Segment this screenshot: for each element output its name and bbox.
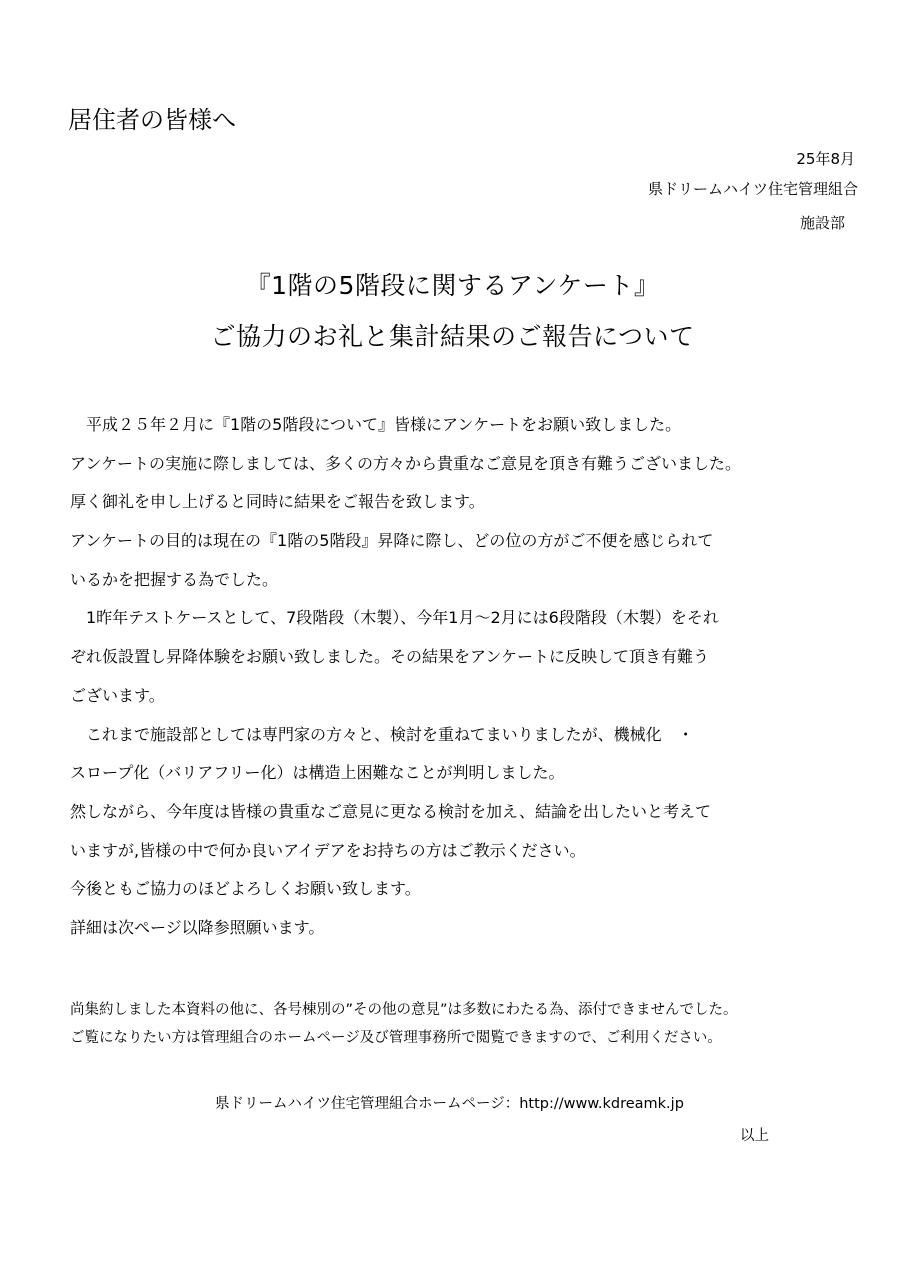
body-line: いますが,皆様の中で何か良いアイデアをお持ちの方はご教示ください。 — [70, 840, 586, 860]
document-title-line1: 『1階の5階段に関するアンケート』 — [245, 271, 660, 300]
homepage-reference: 県ドリームハイツ住宅管理組合ホームページ：http://www.kdreamk.jp — [215, 1096, 684, 1112]
body-line: ぞれ仮設置し昇降体験をお願い致しました。その結果をアンケートに反映して頂き有難う — [70, 647, 710, 667]
body-line: 平成２５年２月に『1階の5階段について』皆様にアンケートをお願い致しました。 — [70, 415, 682, 434]
document-date: 25年8月 — [796, 150, 855, 168]
body-text — [70, 406, 870, 948]
sender-organization: 県ドリームハイツ住宅管理組合 — [647, 180, 858, 198]
closing-mark: 以上 — [740, 1128, 769, 1144]
body-line: 厚く御礼を申し上げると同時に結果をご報告を致します。 — [70, 492, 485, 512]
body-line: スロープ化（バリアフリー化）は構造上困難なことが判明しました。 — [70, 763, 565, 783]
body-line: ございます。 — [70, 685, 165, 705]
note-line: ご覧になりたい方は管理組合のホームページ及び管理事務所で閲覧できますので、ご利用ください。 — [70, 1030, 722, 1046]
body-line: これまで施設部としては専門家の方々と、検討を重ねてまいりましたが、機械化 ・ — [70, 724, 694, 744]
body-line: 1昨年テストケースとして、7段階段（木製）、今年1月～2月には6段階段（木製）をそれ — [70, 608, 719, 628]
note-line: 尚集約しました本資料の他に、各号棟別の”その他の意見”は多数にわたる為、添付できませんでした。 — [70, 1002, 738, 1018]
sender-department: 施設部 — [799, 214, 845, 232]
note-block — [70, 996, 870, 1052]
document-title-line2: ご協力のお礼と集計結果のご報告について — [210, 322, 695, 351]
salutation: 居住者の皆様へ — [68, 106, 236, 134]
body-line: アンケートの実施に際しましては、多くの方々から貴重なご意見を頂き有難うございました。 — [70, 453, 742, 473]
body-line: 然しながら、今年度は皆様の貴重なご意見に更なる検討を加え、結論を出したいと考えて — [70, 801, 711, 821]
body-line: いるかを把握する為でした。 — [70, 569, 279, 589]
body-line: 今後ともご協力のほどよろしくお願い致します。 — [70, 879, 421, 899]
body-line: 詳細は次ページ以降参照願います。 — [70, 917, 325, 937]
body-line: アンケートの目的は現在の『1階の5階段』昇降に際し、どの位の方がご不便を感じられて — [70, 531, 714, 551]
